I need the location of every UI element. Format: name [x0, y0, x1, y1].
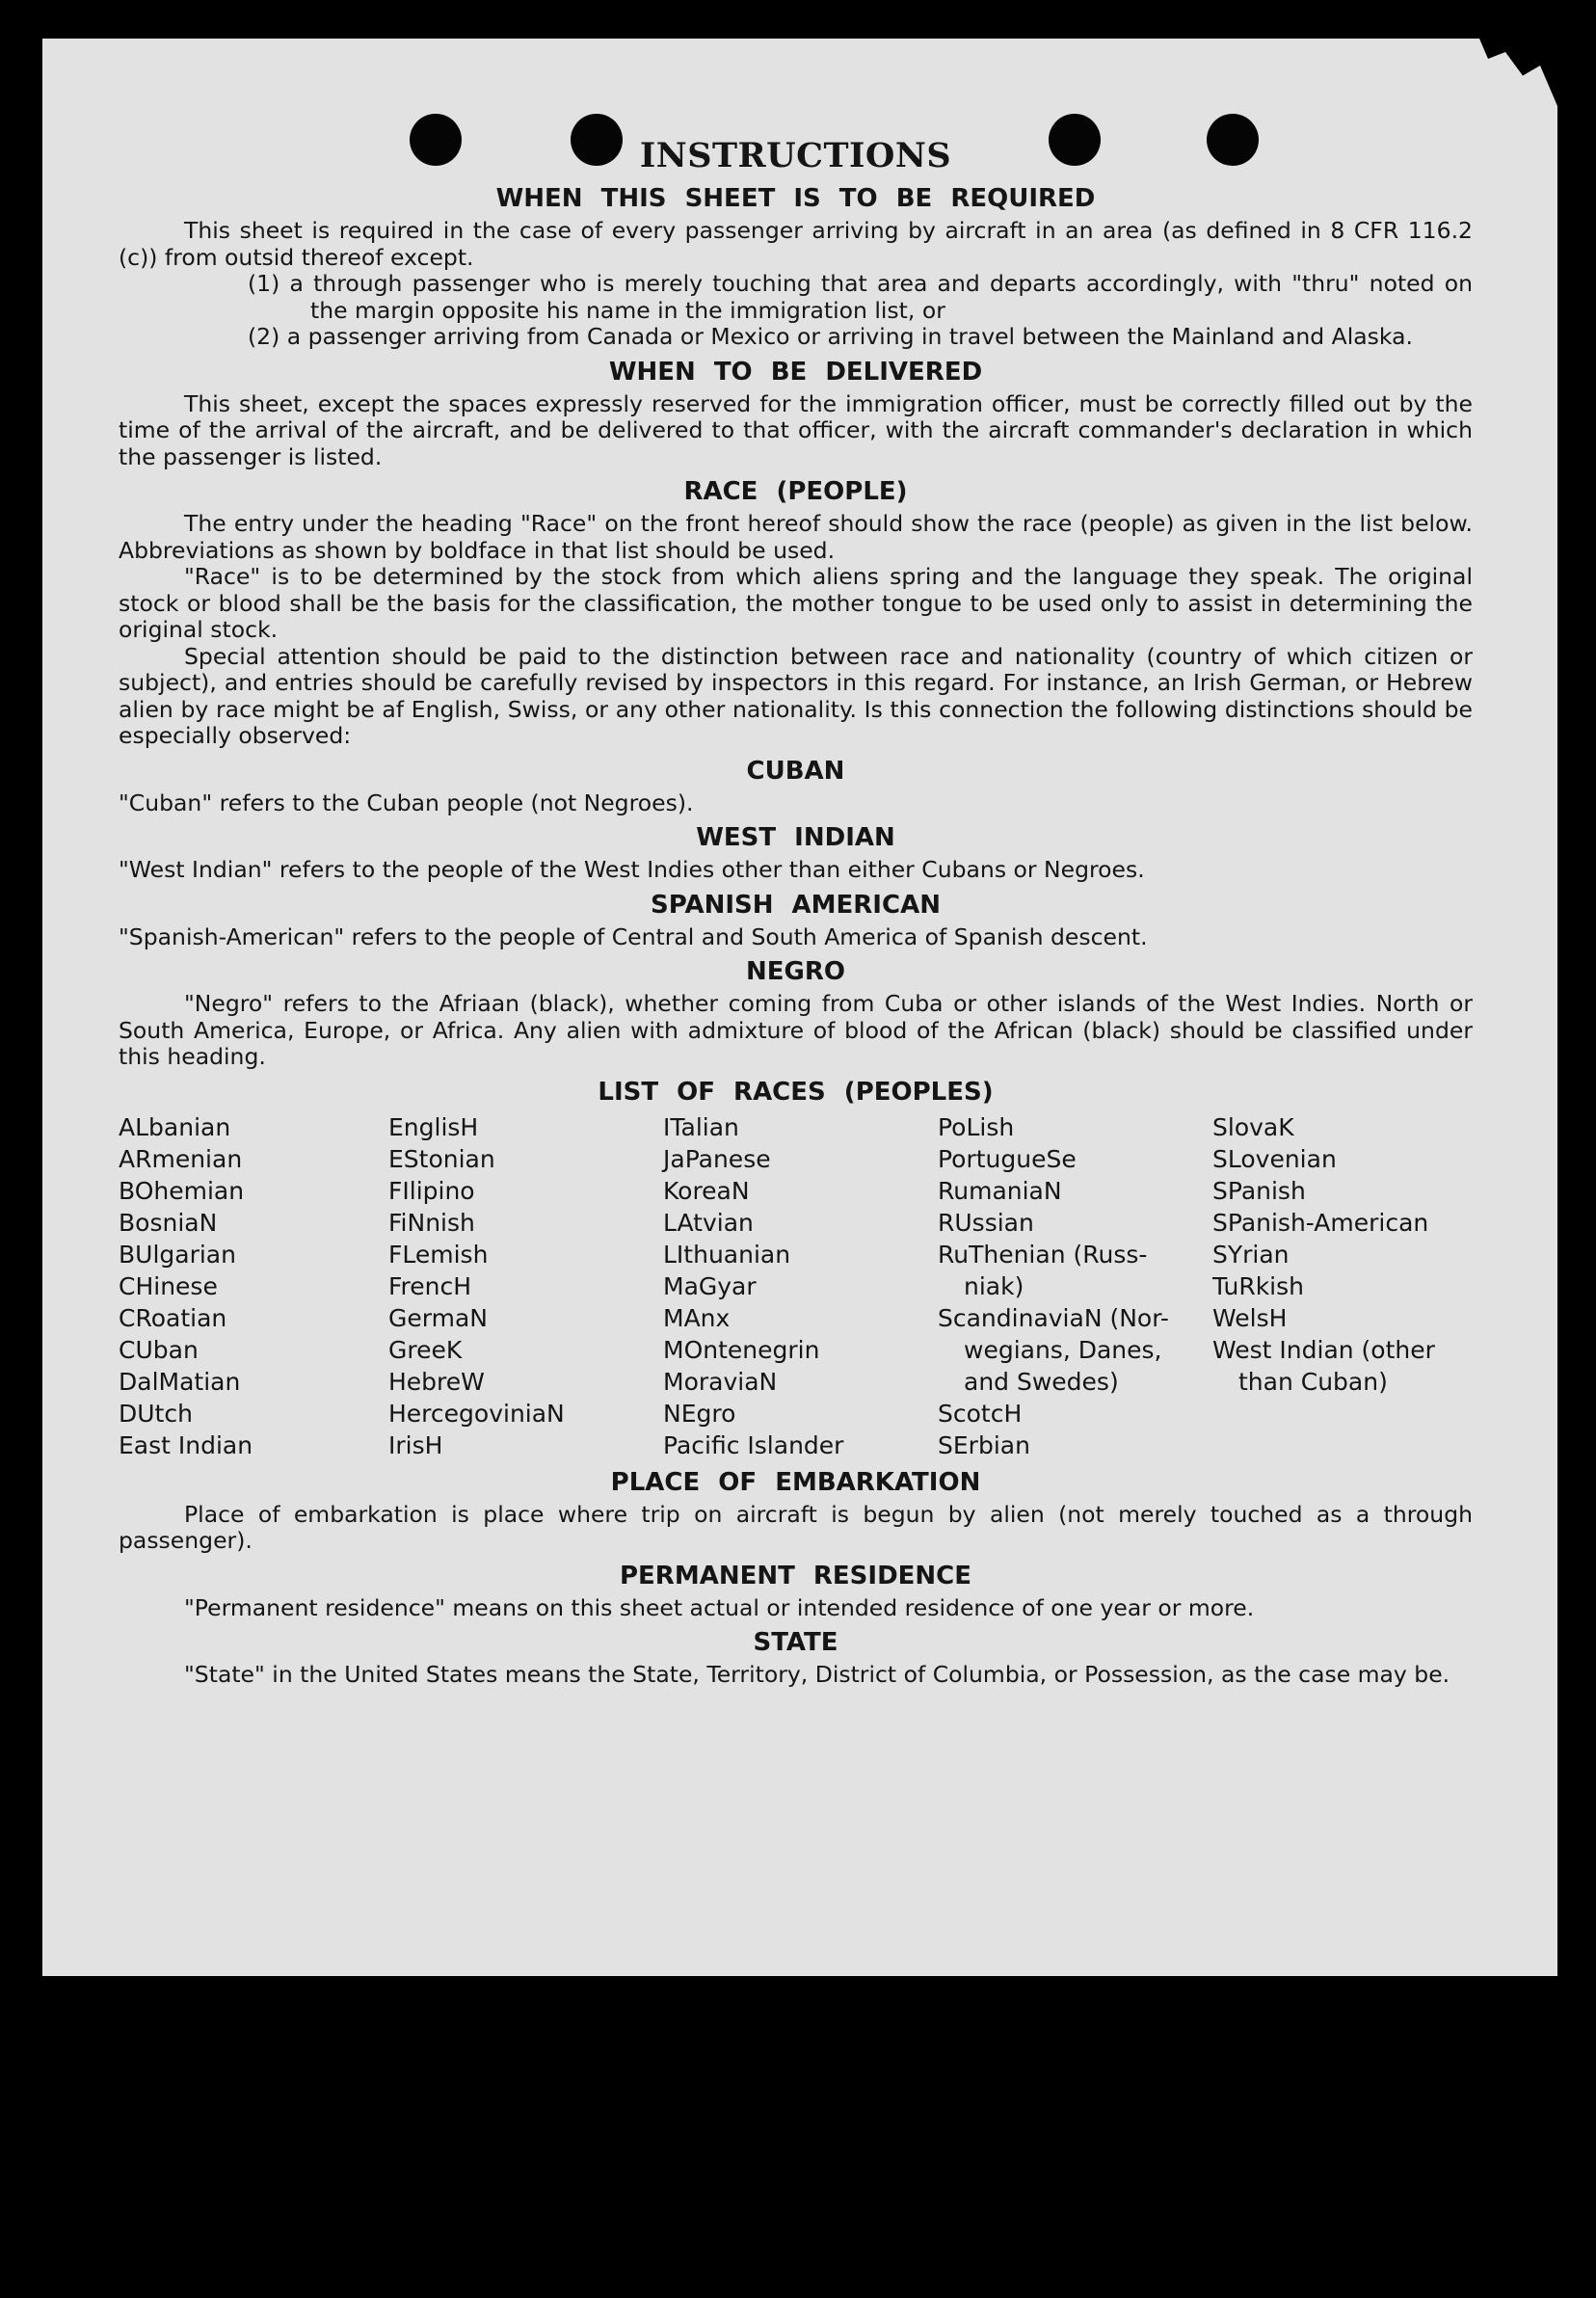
- delivered-text: This sheet, except the spaces expressly reserved for the immigration officer, must be correctly filled out by the time of the arrival of the aircraft, and be delivered to that officer, with the aircraft commander's declaration in which the passenger is listed.: [119, 389, 1473, 470]
- race-entry: SPanish-American: [1212, 1208, 1429, 1237]
- item-number: (1): [248, 270, 280, 297]
- heading-list-of-races: LIST OF RACES (PEOPLES): [598, 1077, 994, 1107]
- page-title: INSTRUCTIONS: [639, 136, 952, 175]
- race-entry: West Indian (other: [1212, 1335, 1435, 1364]
- race-entry: FiNnish: [388, 1208, 475, 1237]
- race-entry: RuThenian (Russ-: [938, 1240, 1148, 1269]
- races-column-4: [938, 1111, 1212, 1461]
- heading-required: WHEN THIS SHEET IS TO BE REQUIRED: [495, 184, 1096, 213]
- heading-cuban: CUBAN: [746, 756, 845, 786]
- heading-state: STATE: [753, 1628, 838, 1657]
- embarkation-text: Place of embarkation is place where trip on aircraft is begun by alien (not merely touched as a through passenger).: [119, 1500, 1473, 1554]
- race-entry: niak): [964, 1271, 1024, 1300]
- race-entry: HebreW: [388, 1367, 485, 1396]
- race-entry: FIlipino: [388, 1176, 475, 1205]
- race-paragraph-1: The entry under the heading "Race" on the front hereof should show the race (people) as given in the list below. Abbreviations as shown by boldface in that list should be used.: [119, 510, 1473, 564]
- negro-text: "Negro" refers to the Afriaan (black), whether coming from Cuba or other islands of the West Indies. North or South America, Europe, or Africa. Any alien with admixture of blood of the African (black) should be classified under this heading.: [119, 990, 1473, 1070]
- heading-negro: NEGRO: [746, 957, 845, 986]
- heading-west-indian: WEST INDIAN: [696, 823, 895, 852]
- west-indian-text: "West Indian" refers to the people of the West Indies other than either Cubans or Negroes.: [119, 856, 1145, 883]
- race-entry: KoreaN: [663, 1176, 750, 1205]
- race-entry: MaGyar: [663, 1271, 757, 1300]
- race-entry: JaPanese: [663, 1144, 771, 1173]
- race-entry: Pacific Islander: [663, 1430, 844, 1459]
- spanish-american-text: "Spanish-American" refers to the people of Central and South America of Spanish descent.: [119, 922, 1148, 950]
- race-paragraph-2: "Race" is to be determined by the stock from which aliens spring and the language they speak. The original stock or blood shall be the basis for the classification, the mother tongue to be used only to assist in determining the original stock.: [119, 563, 1473, 643]
- document-sheet: [42, 39, 1557, 1976]
- race-entry: FrencH: [388, 1271, 472, 1300]
- race-entry: ALbanian: [119, 1112, 231, 1141]
- race-entry: than Cuban): [1238, 1367, 1388, 1396]
- cuban-text: "Cuban" refers to the Cuban people (not Negroes).: [119, 788, 694, 816]
- item-text: a passenger arriving from Canada or Mexico or arriving in travel between the Mainland and Alaska.: [286, 323, 1413, 350]
- race-entry: and Swedes): [964, 1367, 1119, 1396]
- race-entry: LAtvian: [663, 1208, 754, 1237]
- race-entry: wegians, Danes,: [964, 1335, 1162, 1364]
- item-number: (2): [248, 323, 280, 350]
- race-entry: BOhemian: [119, 1176, 245, 1205]
- races-list: [119, 1111, 1473, 1461]
- race-entry: DUtch: [119, 1399, 193, 1428]
- race-entry: FLemish: [388, 1240, 489, 1269]
- race-entry: CRoatian: [119, 1303, 227, 1332]
- race-entry: SlovaK: [1212, 1112, 1294, 1141]
- item-text: a through passenger who is merely touching that area and departs accordingly, with "thru" noted on the margin opposite his name in the immigration list, or: [289, 270, 1473, 324]
- torn-corner: [1471, 39, 1557, 106]
- race-entry: CHinese: [119, 1271, 218, 1300]
- heading-race: RACE (PEOPLE): [683, 477, 908, 506]
- race-entry: EnglisH: [388, 1112, 479, 1141]
- race-entry: ScandinaviaN (Nor-: [938, 1303, 1169, 1332]
- heading-embarkation: PLACE OF EMBARKATION: [610, 1467, 981, 1497]
- race-entry: MoraviaN: [663, 1367, 778, 1396]
- race-entry: DalMatian: [119, 1367, 241, 1396]
- race-entry: SLovenian: [1212, 1144, 1337, 1173]
- race-paragraph-3: Special attention should be paid to the distinction between race and nationality (country of which citizen or subject), and entries should be carefully revised by inspectors in this regard. For instance, an Irish German, or Hebrew alien by race might be af English, Swiss, or any other nationality. Is this connection the following distinctions should be especially observed:: [119, 642, 1473, 749]
- race-entry: NEgro: [663, 1399, 736, 1428]
- race-entry: EStonian: [388, 1144, 495, 1173]
- race-entry: RUssian: [938, 1208, 1034, 1237]
- heading-delivered: WHEN TO BE DELIVERED: [608, 357, 983, 387]
- required-item-2: [248, 324, 1473, 351]
- race-entry: PortugueSe: [938, 1144, 1077, 1173]
- races-column-3: [663, 1111, 938, 1461]
- race-entry: WelsH: [1212, 1303, 1288, 1332]
- heading-permanent-residence: PERMANENT RESIDENCE: [619, 1561, 972, 1590]
- race-entry: ScotcH: [938, 1399, 1023, 1428]
- race-entry: SErbian: [938, 1430, 1030, 1459]
- race-entry: ARmenian: [119, 1144, 243, 1173]
- race-entry: East Indian: [119, 1430, 253, 1459]
- race-entry: HercegoviniaN: [388, 1399, 565, 1428]
- races-column-5: [1212, 1111, 1473, 1461]
- document-content: [119, 135, 1473, 1689]
- required-intro: This sheet is required in the case of every passenger arriving by aircraft in an area (as defined in 8 CFR 116.2 (c)) from outsid thereof except.: [119, 217, 1473, 271]
- race-entry: IrisH: [388, 1430, 443, 1459]
- race-entry: MOntenegrin: [663, 1335, 820, 1364]
- required-item-1: [248, 271, 1473, 324]
- heading-spanish-american: SPANISH AMERICAN: [651, 890, 941, 920]
- race-entry: SYrian: [1212, 1240, 1290, 1269]
- state-text: "State" in the United States means the State, Territory, District of Columbia, or Possession, as the case may be.: [184, 1661, 1450, 1688]
- race-entry: ITalian: [663, 1112, 739, 1141]
- race-entry: BUlgarian: [119, 1240, 236, 1269]
- race-entry: GreeK: [388, 1335, 463, 1364]
- race-entry: BosniaN: [119, 1208, 218, 1237]
- race-entry: SPanish: [1212, 1176, 1306, 1205]
- race-entry: PoLish: [938, 1112, 1015, 1141]
- race-entry: TuRkish: [1212, 1271, 1304, 1300]
- race-entry: RumaniaN: [938, 1176, 1062, 1205]
- residence-text: "Permanent residence" means on this sheet actual or intended residence of one year or more.: [184, 1593, 1255, 1621]
- race-entry: CUban: [119, 1335, 199, 1364]
- race-entry: GermaN: [388, 1303, 488, 1332]
- race-entry: LIthuanian: [663, 1240, 791, 1269]
- races-column-1: [119, 1111, 388, 1461]
- race-entry: MAnx: [663, 1303, 731, 1332]
- races-column-2: [388, 1111, 663, 1461]
